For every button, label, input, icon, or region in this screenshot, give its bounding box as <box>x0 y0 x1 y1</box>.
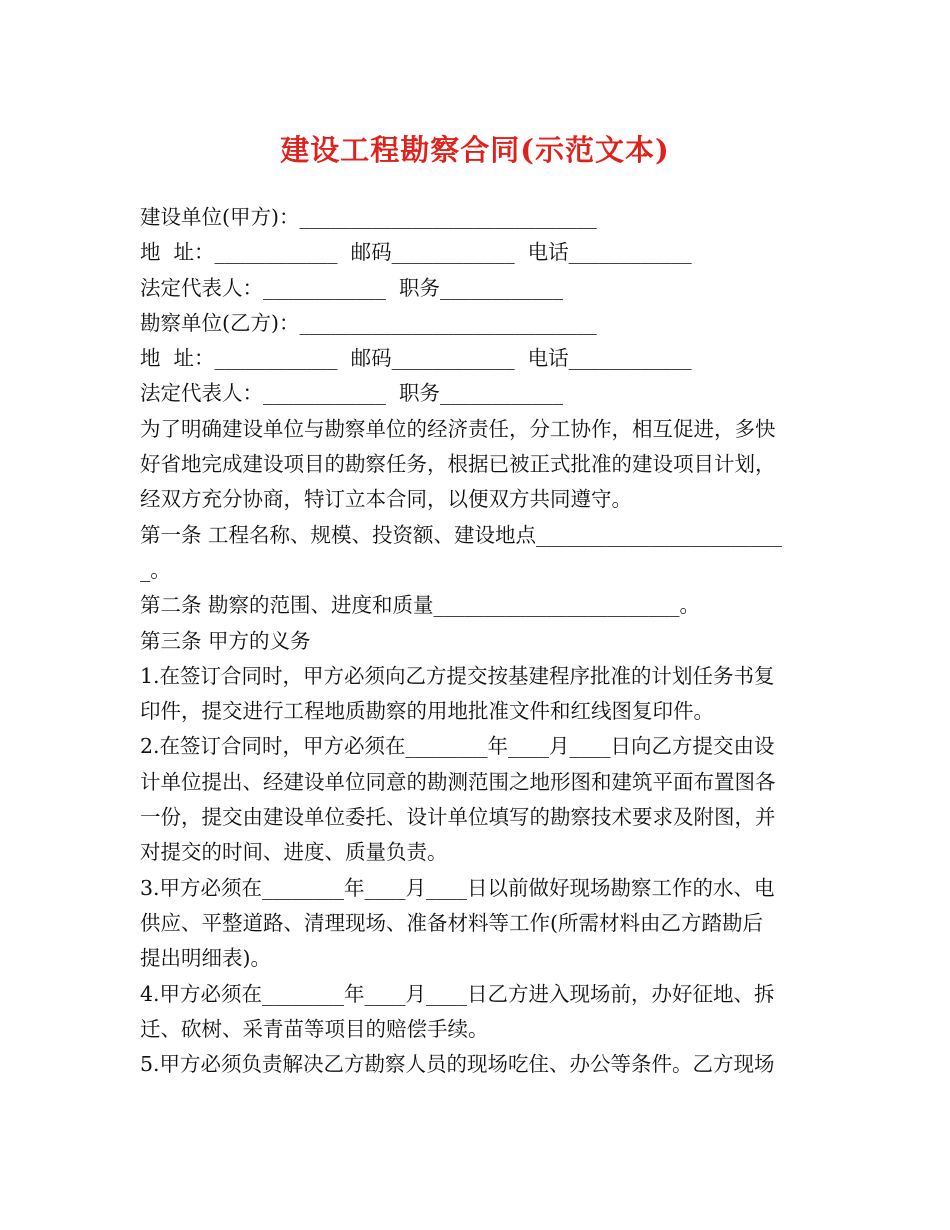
text-line: 4.甲方必须在________年____月____日乙方进入现场前，办好征地、拆 <box>140 981 775 1006</box>
text-line: 第三条 甲方的义务 <box>140 628 311 653</box>
text-line: 地 址：____________ 邮码____________ 电话____________ <box>140 346 692 371</box>
text-line: 法定代表人：____________ 职务____________ <box>140 275 564 300</box>
text-line: 计单位提出、经建设单位同意的勘测范围之地形图和建筑平面布置图各 <box>140 769 776 794</box>
text-line: 印件，提交进行工程地质勘察的用地批准文件和红线图复印件。 <box>140 699 714 724</box>
text-line: 5.甲方必须负责解决乙方勘察人员的现场吃住、办公等条件。乙方现场 <box>140 1052 775 1077</box>
text-line: 为了明确建设单位与勘察单位的经济责任，分工协作，相互促进，多快 <box>140 416 776 441</box>
text-line: 勘察单位(乙方)：_____________________________ <box>140 310 597 335</box>
text-line: 第一条 工程名称、规模、投资额、建设地点________________________ <box>140 522 783 547</box>
text-line: 提出明细表)。 <box>140 946 271 971</box>
text-line: 好省地完成建设项目的勘察任务，根据已被正式批准的建设项目计划， <box>140 452 776 477</box>
text-line: 第二条 勘察的范围、进度和质量________________________。 <box>140 593 701 618</box>
document-title: 建设工程勘察合同(示范文本) <box>280 133 670 167</box>
text-line: 供应、平整道路、清理现场、准备材料等工作(所需材料由乙方踏勘后 <box>140 910 763 935</box>
text-line: _。 <box>140 557 171 582</box>
text-line: 建设单位(甲方)：_____________________________ <box>140 205 597 229</box>
text-line: 法定代表人：____________ 职务____________ <box>140 381 564 406</box>
text-line: 经双方充分协商，特订立本合同，以便双方共同遵守。 <box>140 487 632 512</box>
text-line: 一份，提交由建设单位委托、设计单位填写的勘察技术要求及附图，并 <box>140 805 776 830</box>
text-line: 2.在签订合同时，甲方必须在________年____月____日向乙方提交由设 <box>140 734 775 759</box>
text-line: 3.甲方必须在________年____月____日以前做好现场勘察工作的水、电 <box>140 875 775 900</box>
document-body <box>140 200 830 1082</box>
text-line: 迁、砍树、采青苗等项目的赔偿手续。 <box>140 1016 489 1041</box>
text-line: 1.在签订合同时，甲方必须向乙方提交按基建程序批准的计划任务书复 <box>140 663 775 688</box>
text-line: 地 址：____________ 邮码____________ 电话____________ <box>140 240 692 265</box>
text-line: 对提交的时间、进度、质量负责。 <box>140 840 448 865</box>
